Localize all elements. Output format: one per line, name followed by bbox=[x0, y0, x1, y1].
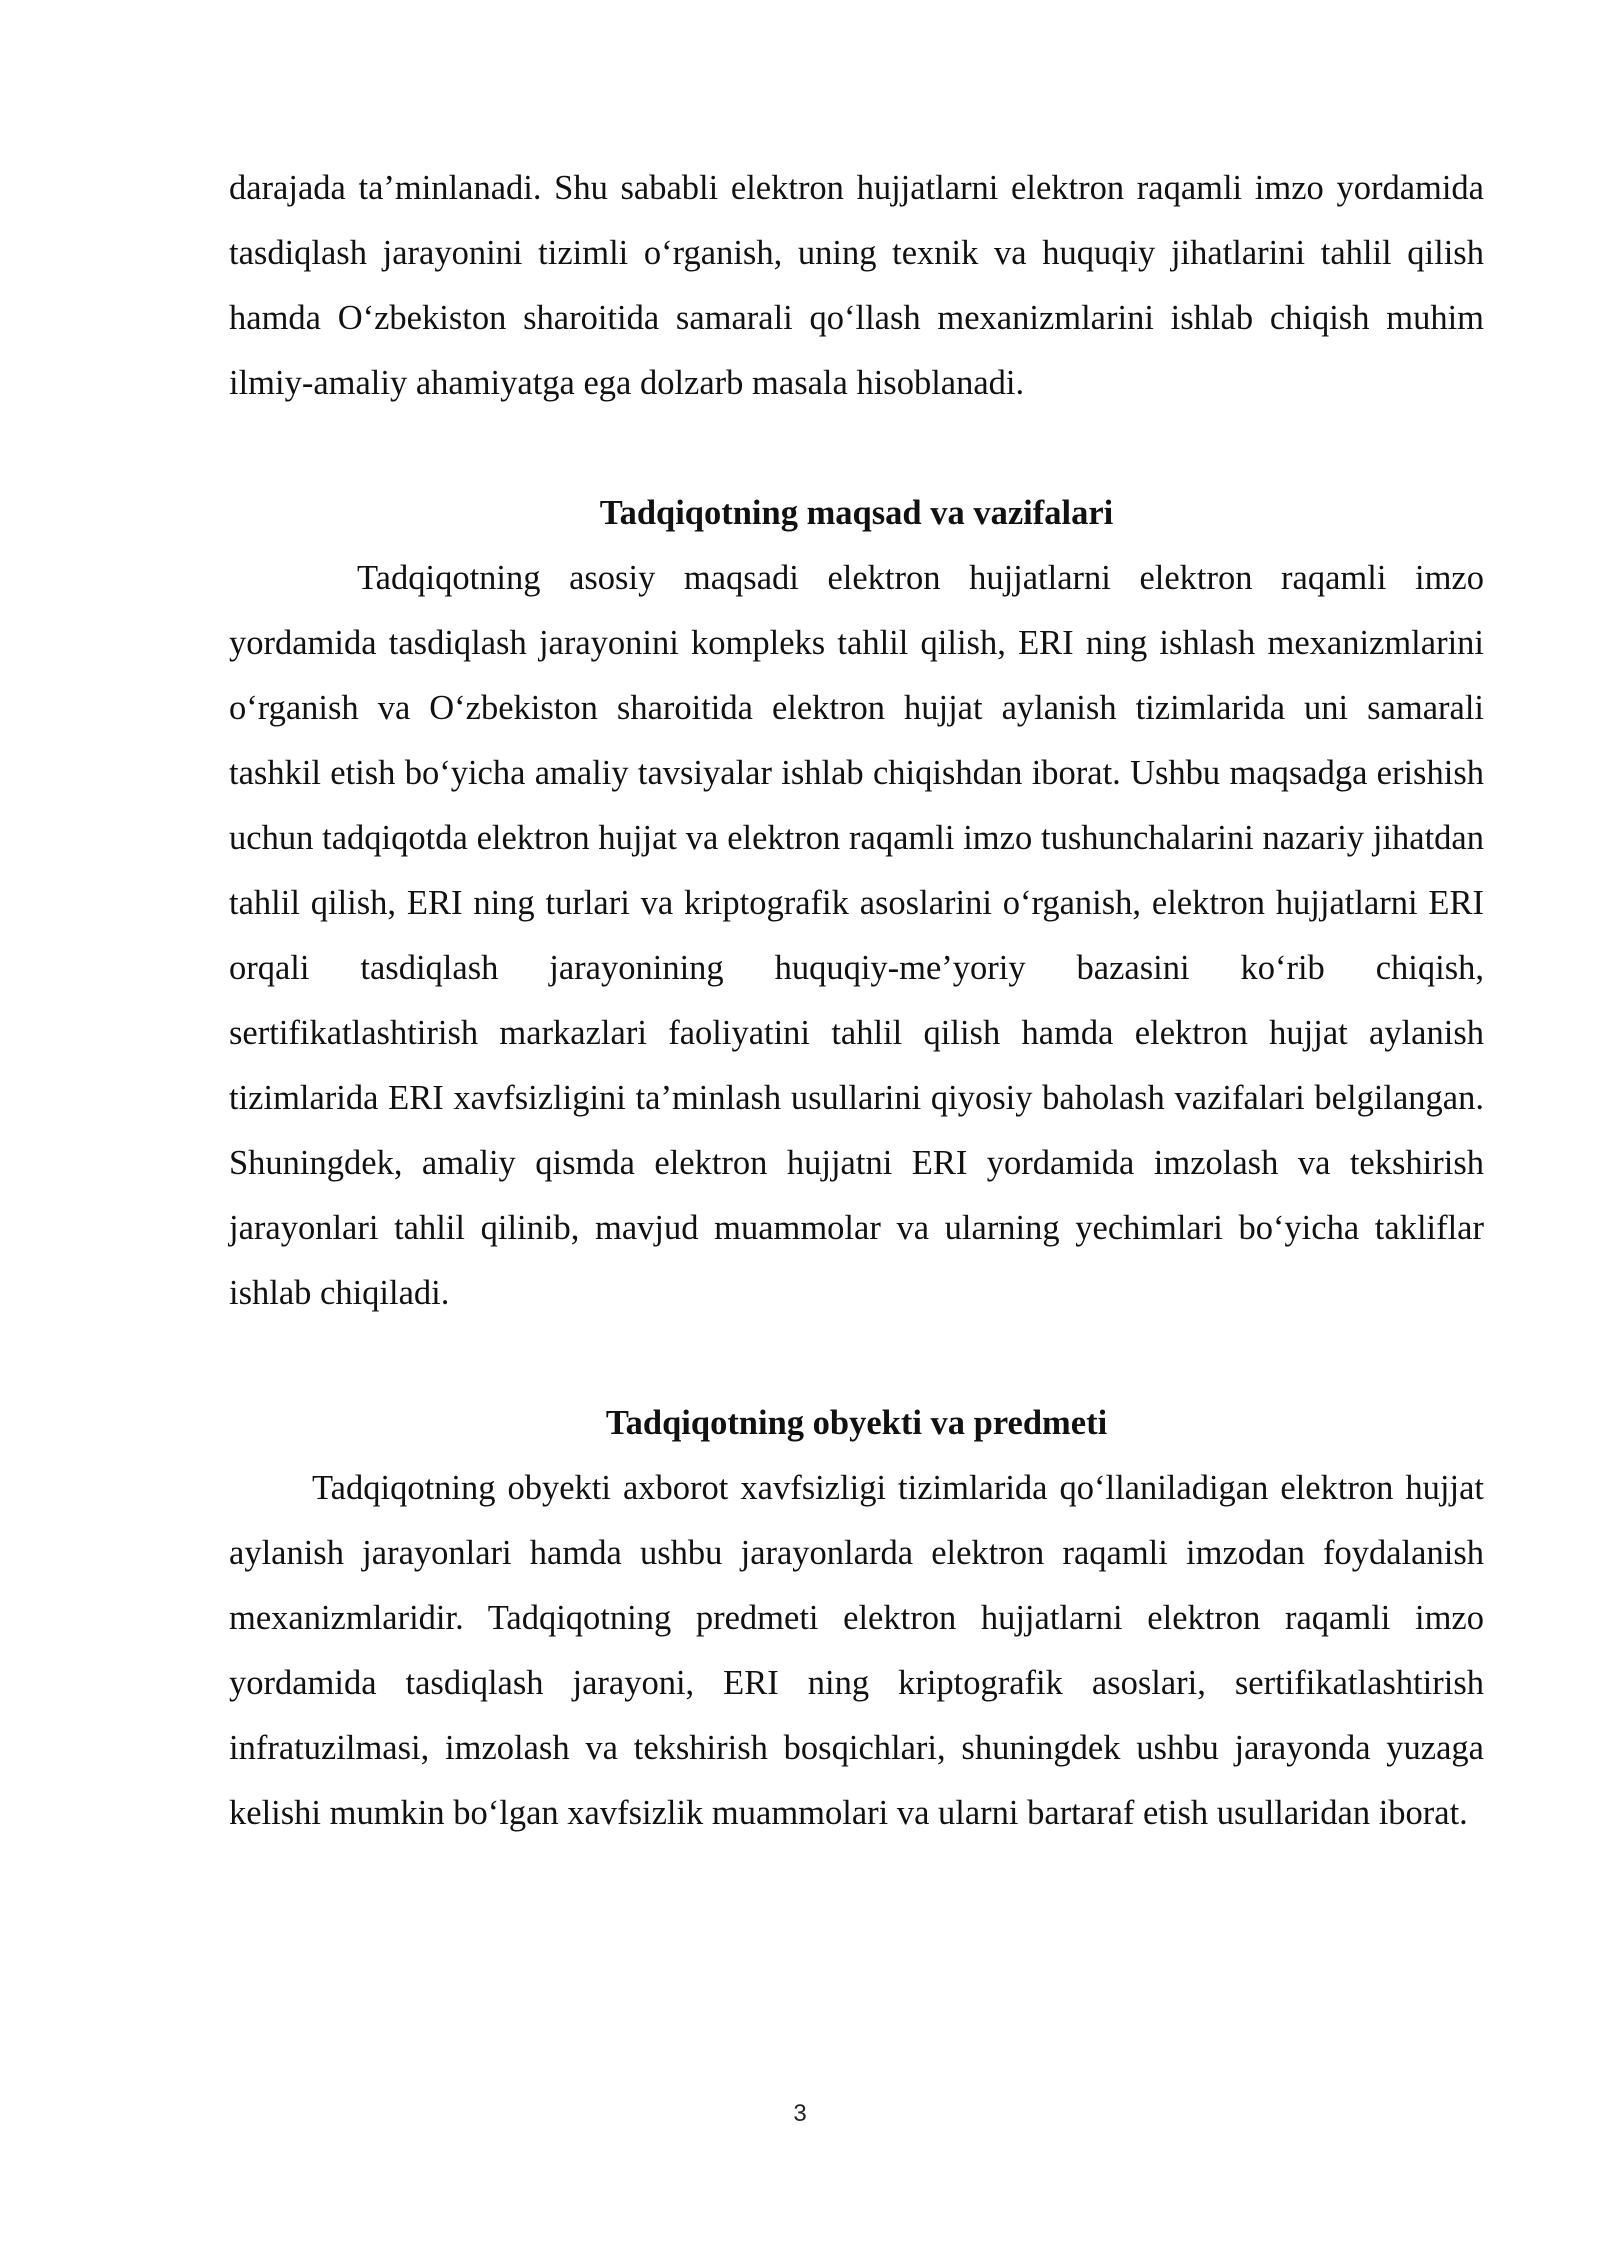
page-body bbox=[229, 156, 1484, 1846]
intro-continuation-paragraph: darajada ta’minlanadi. Shu sababli elektron hujjatlarni elektron raqamli imzo yordamida tasdiqlash jarayonini tizimli o‘rganish, uning texnik va huquqiy jihatlarini tahlil qilish hamda O‘zbekiston sharoitida samarali qo‘llash mexanizmlarini ishlab chiqish muhim ilmiy-amaliy ahamiyatga ega dolzarb masala hisoblanadi. bbox=[229, 169, 1484, 402]
aims-heading: Tadqiqotning maqsad va vazifalari bbox=[599, 494, 1114, 532]
aims-paragraph: Tadqiqotning asosiy maqsadi elektron hujjatlarni elektron raqamli imzo yordamida tasdiqlash jarayonini kompleks tahlil qilish, ERI ning ishlash mexanizmlarini o‘rganish va O‘zbekiston sharoitida elektron hujjat aylanish tizimlarida uni samarali tashkil etish bo‘yicha amaliy tavsiyalar ishlab chiqishdan iborat. Ushbu maqsadga erishish uchun tadqiqotda elektron hujjat va elektron raqamli imzo tushunchalarini nazariy jihatdan tahlil qilish, ERI ning turlari va kriptografik asoslarini o‘rganish, elektron hujjatlarni ERI orqali tasdiqlash jarayonining huquqiy-me’yoriy bazasini ko‘rib chiqish, sertifikatlashtirish markazlari faoliyatini tahlil qilish hamda elektron hujjat aylanish tizimlarida ERI xavfsizligini ta’minlash usullarini qiyosiy baholash vazifalari belgilangan. Shuningdek, amaliy qismda elektron hujjatni ERI yordamida imzolash va tekshirish jarayonlari tahlil qilinib, mavjud muammolar va ularning yechimlari bo‘yicha takliflar ishlab chiqiladi. bbox=[229, 559, 1484, 1312]
page-number: 3 bbox=[793, 2100, 807, 2127]
object-heading: Tadqiqotning obyekti va predmeti bbox=[605, 1404, 1108, 1442]
object-paragraph: Tadqiqotning obyekti axborot xavfsizligi tizimlarida qo‘llaniladigan elektron hujjat aylanish jarayonlari hamda ushbu jarayonlarda elektron raqamli imzodan foydalanish mexanizmlaridir. Tadqiqotning predmeti elektron hujjatlarni elektron raqamli imzo yordamida tasdiqlash jarayoni, ERI ning kriptografik asoslari, sertifikatlashtirish infratuzilmasi, imzolash va tekshirish bosqichlari, shuningdek ushbu jarayonda yuzaga kelishi mumkin bo‘lgan xavfsizlik muammolari va ularni bartaraf etish usullaridan iborat. bbox=[229, 1469, 1484, 1832]
section-spacer bbox=[229, 1326, 1484, 1391]
section-spacer bbox=[229, 416, 1484, 481]
